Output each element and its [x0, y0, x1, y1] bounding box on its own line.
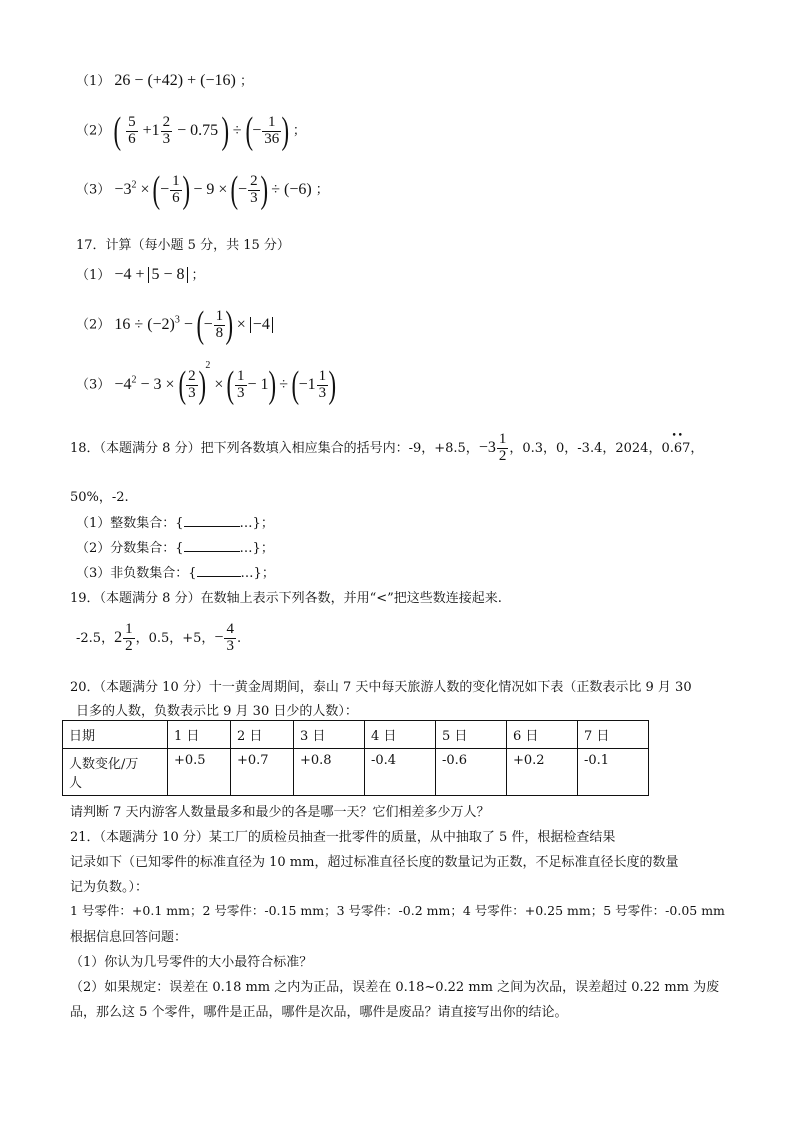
expression: $-4^2 - 3$ × ( $\frac{2}{3}$ )$^2$ × ( $\frac{1}{3}$ − 1) ÷ (−1 $\frac{1}{3}$ )	[114, 360, 337, 406]
q21-question2: （2）如果规定：误差在 0.18 mm 之内为正品，误差在 0.18~0.22 mm 之间为次品，误差超过 0.22 mm 为废	[70, 980, 720, 995]
table-header-cell: 7 日	[578, 721, 649, 749]
punct: ；	[292, 123, 306, 139]
table-cell: +0.5	[168, 749, 231, 796]
punct: ，	[690, 440, 704, 456]
q21-question1: （1）你认为几号零件的大小最符合标准？	[70, 955, 313, 970]
fraction: $\frac{1}{3}$	[318, 367, 327, 401]
q18-set-integers	[76, 512, 274, 531]
fraction: $\frac{2}{3}$	[162, 113, 171, 147]
q21-question2-cont: 品，那么这 5 个零件，哪件是正品，哪件是次品，哪件是废品？请直接写出你的结论。	[70, 1005, 568, 1020]
table-header-cell: 4 日	[365, 721, 436, 749]
expression: 26 − (+42) + (−16)	[114, 72, 236, 89]
visitor-change-table	[62, 720, 649, 796]
q16-part3	[76, 171, 329, 209]
table-cell: -0.4	[365, 749, 436, 796]
expression: −4 + 5 − 8	[114, 266, 191, 283]
fraction: $\frac{1}{36}$	[264, 113, 280, 147]
q20-question: 请判断 7 天内游客人数量最多和最少的各是哪一天？它们相差多少万人？	[70, 805, 490, 820]
part-label: （1）	[76, 74, 111, 89]
fraction: − $\frac{4}{3}$	[214, 621, 234, 654]
set-end: …}；	[240, 566, 275, 581]
answer-blank[interactable]	[184, 540, 240, 552]
fraction: $\frac{2}{3}$	[188, 367, 196, 401]
absolute-value: 5 − 8	[148, 267, 187, 283]
q19-title: 19．（本题满分 8 分）在数轴上表示下列各数，并用“<”把这些数连接起来.	[70, 591, 502, 606]
part-label: （2）	[76, 123, 111, 139]
q16-part2	[76, 112, 306, 150]
part-label: （2）	[76, 317, 111, 333]
fraction: $\frac{1}{6}$	[172, 172, 180, 206]
q20-line1: 20．（本题满分 10 分）十一黄金周期间，泰山 7 天中每天旅游人数的变化情况如下表（正数表示比 9 月 30	[70, 680, 692, 695]
q19-numbers	[76, 622, 241, 655]
set-label: （2）分数集合：{	[76, 541, 184, 556]
number-list: ，0.3，0，-3.4，2024，	[509, 440, 662, 456]
table-header-cell: 1 日	[168, 721, 231, 749]
expression: $16 \div (-2)^3$ − (− $\frac{1}{8}$ ) × −4	[114, 316, 272, 333]
number: ，0.5，+5，	[135, 630, 215, 646]
table-header-cell: 2 日	[231, 721, 294, 749]
punct: ；	[239, 74, 253, 89]
number: -2.5，	[76, 630, 115, 646]
table-cell: -0.6	[436, 749, 507, 796]
fraction: $\frac{5}{6}$	[128, 113, 136, 147]
set-end: …}；	[239, 541, 274, 556]
table-cell: +0.8	[294, 749, 365, 796]
q18-line2: 50%，-2.	[70, 490, 129, 505]
q21-parts-data: 1 号零件：+0.1 mm；2 号零件：-0.15 mm；3 号零件：-0.2 mm；4 号零件：+0.25 mm；5 号零件：-0.05 mm	[70, 903, 725, 918]
set-label: （1）整数集合：{	[76, 516, 184, 531]
q21-line5: 根据信息回答问题：	[70, 930, 188, 945]
fraction: $\frac{1}{8}$	[215, 307, 224, 341]
question-text: 18．（本题满分 8 分）把下列各数填入相应集合的括号内：-9，+8.5，	[70, 440, 479, 456]
table-header-row	[63, 721, 649, 749]
expression: $-3^2$ × (− $\frac{1}{6}$ ) − 9 × (− $\frac{2}{3}$ ) ÷ (−6)	[114, 169, 312, 211]
set-label: （3）非负数集合：{	[76, 566, 197, 581]
q17-title: 17．计算（每小题 5 分，共 15 分）	[76, 238, 290, 253]
q17-part3	[76, 360, 337, 406]
table-row	[63, 749, 649, 796]
table-cell: +0.2	[507, 749, 578, 796]
table-cell: -0.1	[578, 749, 649, 796]
mixed-number: −3 $\frac{1}{2}$	[478, 431, 507, 464]
answer-blank[interactable]	[197, 565, 241, 577]
table-header-cell: 6 日	[507, 721, 578, 749]
q18-set-fractions	[76, 537, 274, 556]
punct: ；	[191, 268, 205, 283]
q17-part2	[76, 306, 273, 344]
table-cell: +0.7	[231, 749, 294, 796]
table-row-label: 人数变化/万 人	[63, 749, 168, 796]
answer-blank[interactable]	[184, 515, 240, 527]
fraction: $\frac{1}{3}$	[237, 367, 245, 401]
mixed-number: 2 $\frac{1}{2}$	[114, 621, 133, 654]
punct: .	[236, 630, 242, 646]
q17-part1	[76, 264, 205, 284]
table-header-cell: 日期	[63, 721, 168, 749]
q16-part1	[76, 70, 253, 90]
q21-line3: 记为负数。）：	[70, 880, 149, 895]
q18-intro	[70, 432, 703, 465]
part-label: （3）	[76, 377, 111, 393]
q20-line2: 日多的人数，负数表示比 9 月 30 日少的人数）：	[76, 704, 358, 719]
part-label: （3）	[76, 182, 111, 198]
table-header-cell: 3 日	[294, 721, 365, 749]
set-end: …}；	[239, 516, 274, 531]
q21-line2: 记录如下（已知零件的标准直径为 10 mm，超过标准直径长度的数量记为正数，不足标准直径长度的数量	[70, 855, 679, 870]
q18-set-nonnegative	[76, 562, 275, 581]
fraction: $\frac{2}{3}$	[250, 172, 258, 206]
absolute-value: −4	[250, 317, 273, 333]
punct: ；	[315, 182, 329, 198]
q21-line1: 21．（本题满分 10 分）某工厂的质检员抽查一批零件的质量，从中抽取了 5 件，根据检查结果	[70, 830, 616, 845]
part-label: （1）	[76, 268, 111, 283]
table-header-cell: 5 日	[436, 721, 507, 749]
repeating-decimal: • • 0.67	[661, 430, 691, 456]
expression: ( $\frac{5}{6}$ +1 $\frac{2}{3}$ − 0.75 ) ÷ (− $\frac{1}{36}$ )	[113, 110, 290, 152]
